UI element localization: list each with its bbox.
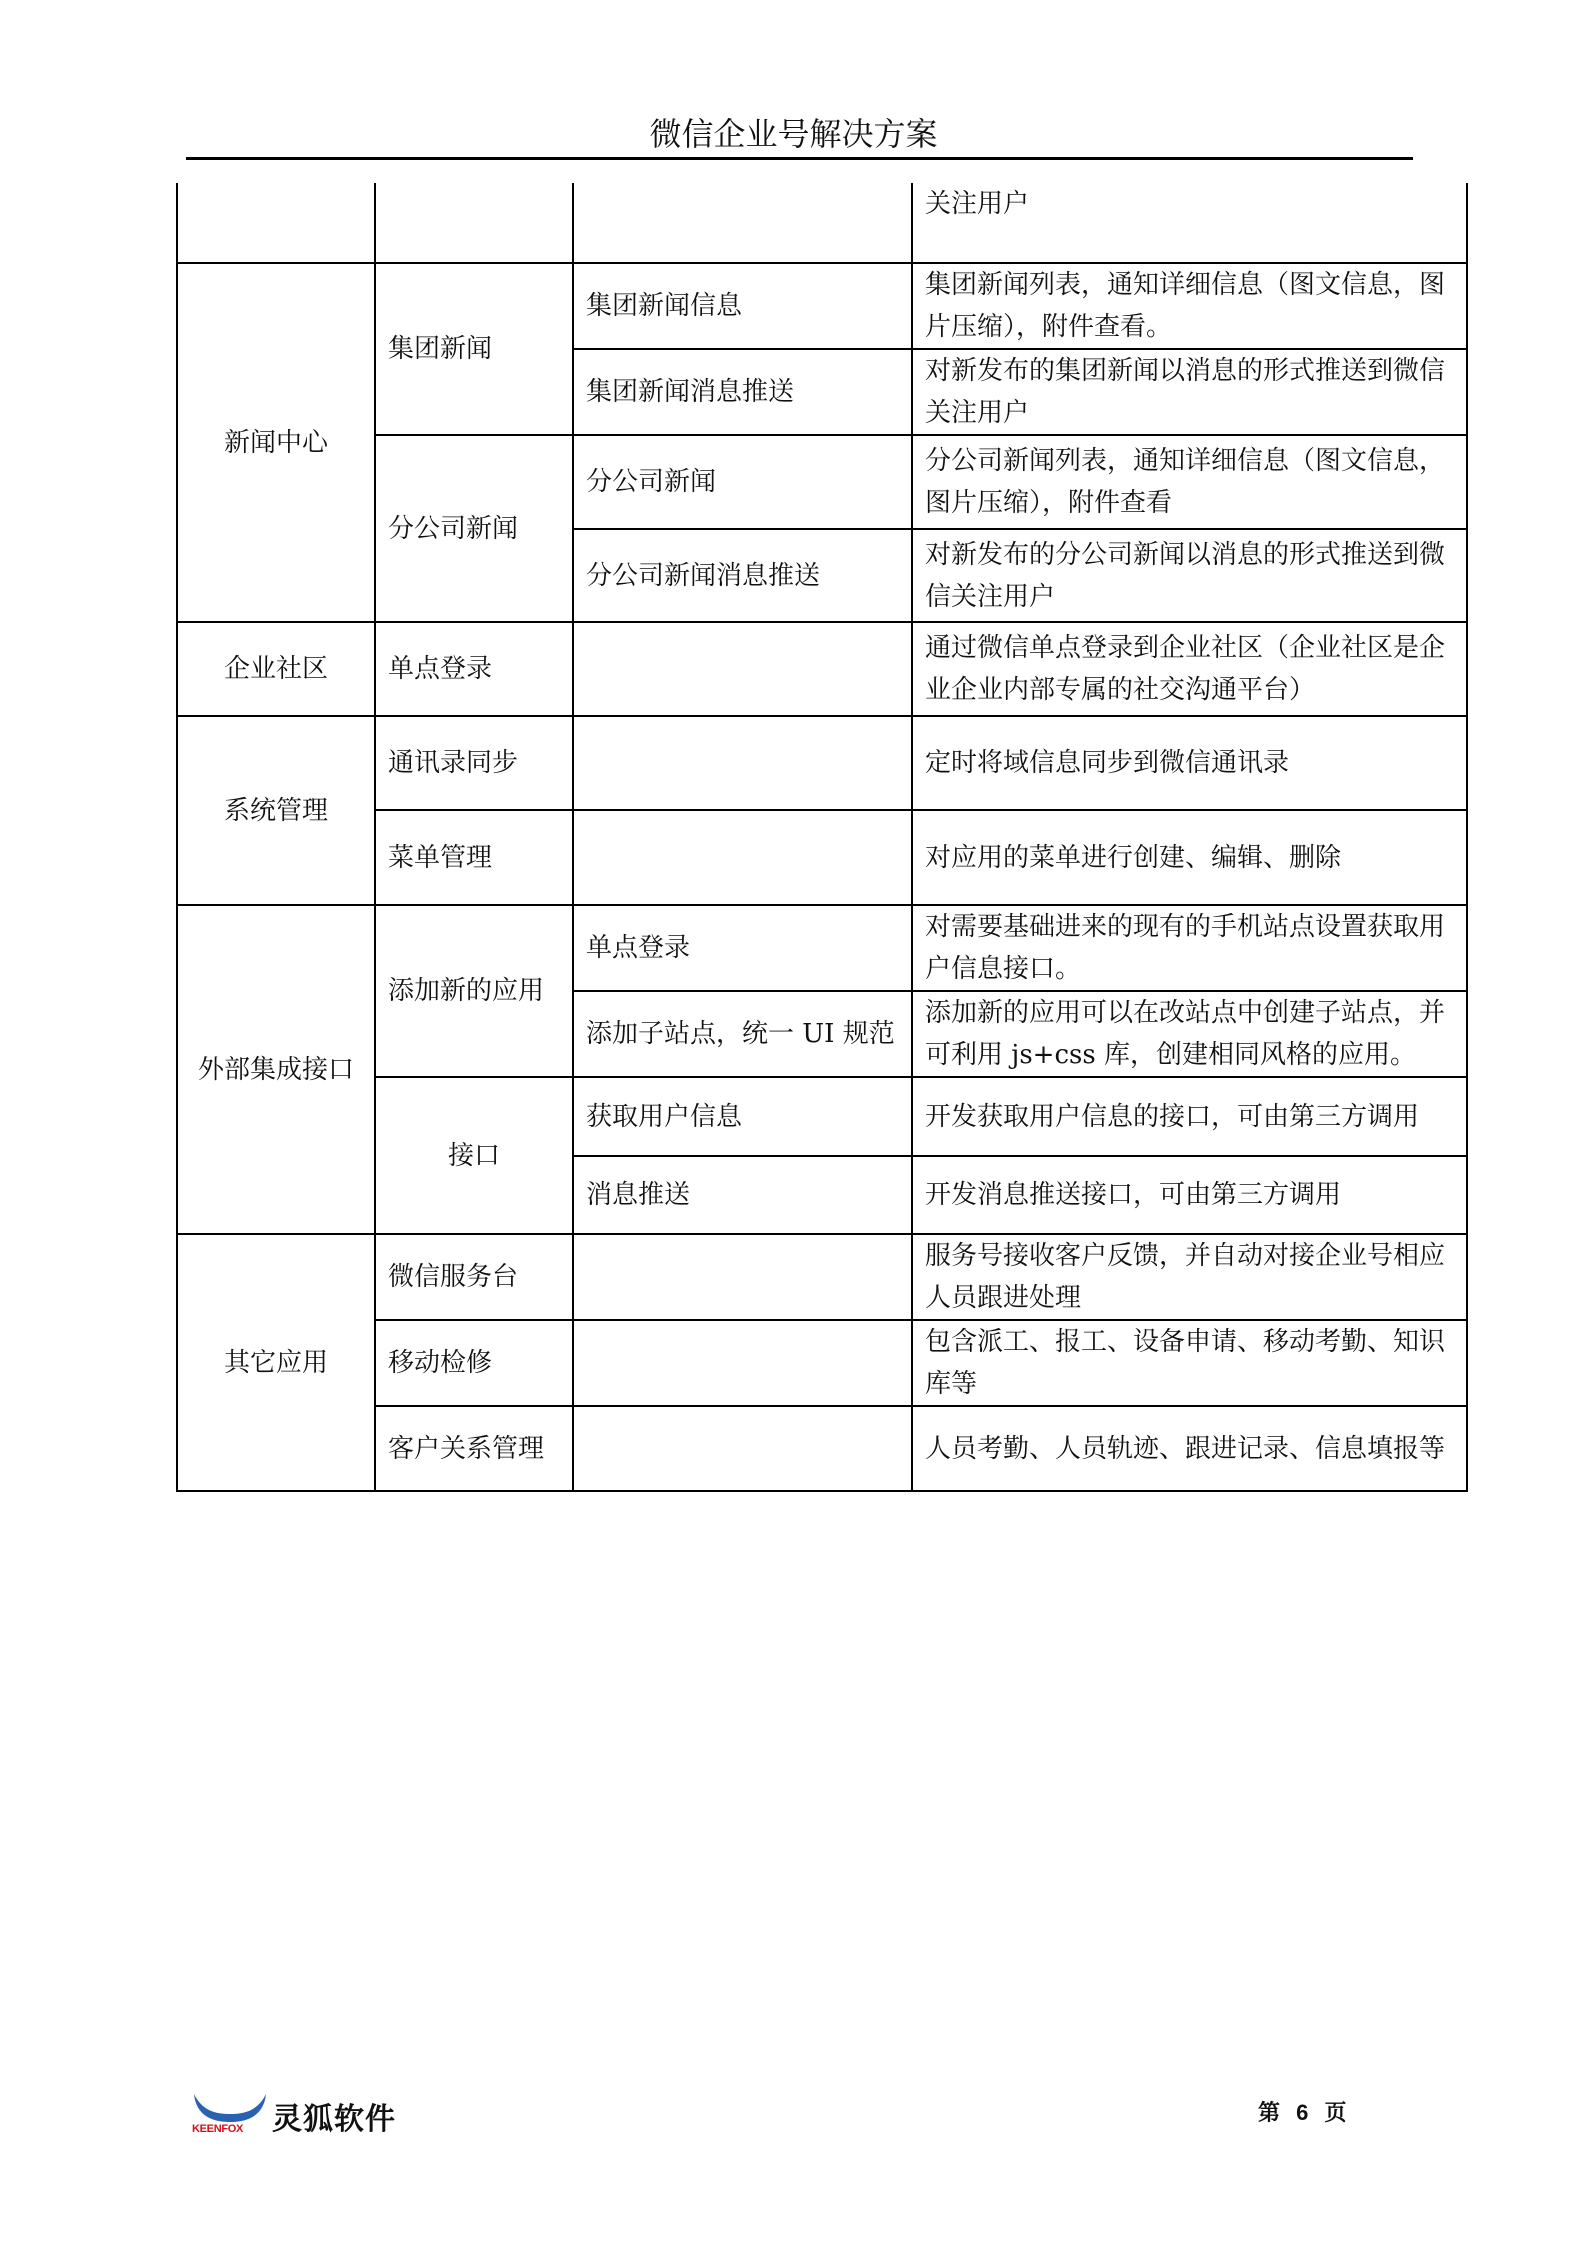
function-cell: 集团新闻信息 [573,263,912,349]
category-cell: 新闻中心 [177,263,375,622]
table-row [177,183,1467,263]
page-number: 第 6 页 [1258,2100,1347,2125]
description-cell: 分公司新闻列表，通知详细信息（图文信息，图片压缩），附件查看 [912,435,1467,529]
module-cell: 移动检修 [375,1320,573,1406]
module-cell: 分公司新闻 [375,435,573,622]
table-cell-desc: 关注用户 [912,183,1467,263]
function-cell: 分公司新闻消息推送 [573,529,912,622]
description-cell: 对需要基础进来的现有的手机站点设置获取用户信息接口。 [912,905,1467,991]
table-cell [375,183,573,263]
module-cell: 集团新闻 [375,263,573,435]
table-cell [177,183,375,263]
feature-table [176,183,1468,1492]
table-row [177,1234,1467,1320]
function-cell [573,716,912,810]
module-cell: 通讯录同步 [375,716,573,810]
function-cell: 集团新闻消息推送 [573,349,912,435]
table-row [177,622,1467,716]
table-row [177,905,1467,991]
table-row [177,263,1467,349]
description-cell: 包含派工、报工、设备申请、移动考勤、知识库等 [912,1320,1467,1406]
table-cell [573,183,912,263]
module-cell: 接口 [375,1077,573,1234]
function-cell: 添加子站点，统一 UI 规范 [573,991,912,1077]
function-cell [573,1320,912,1406]
function-cell: 分公司新闻 [573,435,912,529]
function-cell [573,810,912,905]
category-cell: 系统管理 [177,716,375,905]
document-header-title: 微信企业号解决方案 [649,115,938,153]
logo-english-text: KEENFOX [192,2123,244,2135]
category-cell: 外部集成接口 [177,905,375,1234]
function-cell [573,622,912,716]
description-cell: 开发消息推送接口，可由第三方调用 [912,1156,1467,1234]
description-cell: 服务号接收客户反馈，并自动对接企业号相应人员跟进处理 [912,1234,1467,1320]
module-cell: 微信服务台 [375,1234,573,1320]
module-cell: 单点登录 [375,622,573,716]
keenfox-logo [192,2092,412,2136]
function-cell: 消息推送 [573,1156,912,1234]
description-cell: 对新发布的集团新闻以消息的形式推送到微信关注用户 [912,349,1467,435]
description-cell: 集团新闻列表，通知详细信息（图文信息，图片压缩），附件查看。 [912,263,1467,349]
description-cell: 开发获取用户信息的接口，可由第三方调用 [912,1077,1467,1156]
description-cell: 通过微信单点登录到企业社区（企业社区是企业企业内部专属的社交沟通平台） [912,622,1467,716]
function-cell: 获取用户信息 [573,1077,912,1156]
logo-chinese-text: 灵狐软件 [272,2103,396,2136]
description-cell: 定时将域信息同步到微信通讯录 [912,716,1467,810]
function-cell: 单点登录 [573,905,912,991]
module-cell: 客户关系管理 [375,1406,573,1491]
category-cell: 其它应用 [177,1234,375,1491]
description-cell: 添加新的应用可以在改站点中创建子站点，并可利用 js+css 库，创建相同风格的应用。 [912,991,1467,1077]
header-rule [186,157,1413,160]
category-cell: 企业社区 [177,622,375,716]
function-cell [573,1406,912,1491]
description-cell: 对应用的菜单进行创建、编辑、删除 [912,810,1467,905]
module-cell: 添加新的应用 [375,905,573,1077]
table-row [177,716,1467,810]
description-cell: 人员考勤、人员轨迹、跟进记录、信息填报等 [912,1406,1467,1491]
description-cell: 对新发布的分公司新闻以消息的形式推送到微信关注用户 [912,529,1467,622]
module-cell: 菜单管理 [375,810,573,905]
function-cell [573,1234,912,1320]
